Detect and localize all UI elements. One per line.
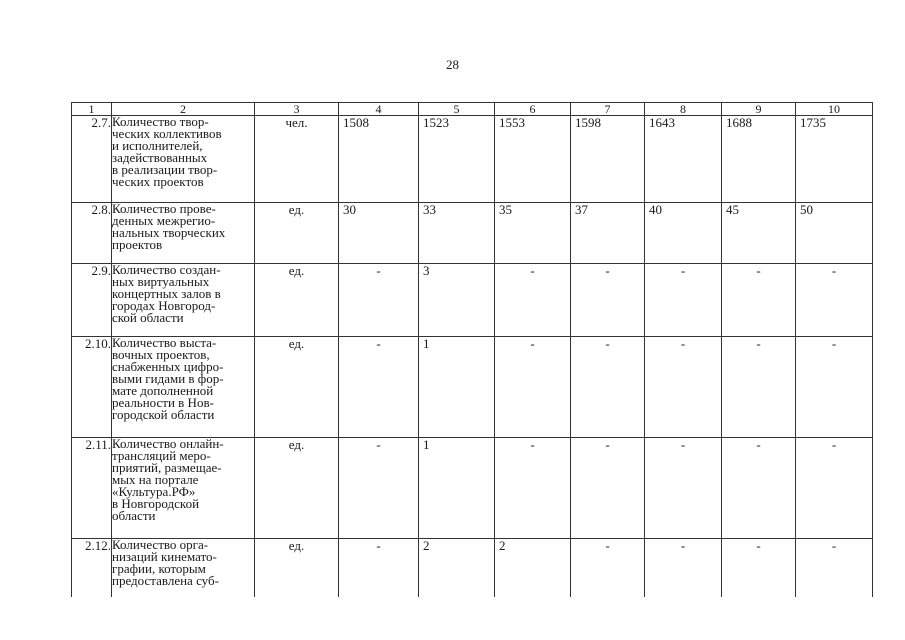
unit-cell: ед. — [255, 264, 339, 337]
value-cell: - — [495, 264, 571, 337]
value-cell: - — [339, 264, 419, 337]
value-cell: - — [339, 438, 419, 539]
unit-cell: ед. — [255, 438, 339, 539]
value-cell: - — [796, 337, 873, 438]
value-cell: - — [722, 438, 796, 539]
row-number: 2.10. — [72, 337, 112, 438]
column-header: 6 — [495, 103, 571, 116]
column-header: 2 — [112, 103, 255, 116]
column-header: 5 — [419, 103, 495, 116]
value-cell: - — [571, 539, 645, 609]
row-number: 2.11. — [72, 438, 112, 539]
value-cell: 2 — [495, 539, 571, 609]
value-cell: 35 — [495, 203, 571, 264]
table-row — [72, 438, 873, 539]
table-row — [72, 337, 873, 438]
value-cell: - — [722, 539, 796, 609]
value-cell: 1643 — [645, 116, 722, 203]
value-cell: - — [796, 539, 873, 609]
row-number: 2.12. — [72, 539, 112, 609]
value-cell: 1523 — [419, 116, 495, 203]
value-cell: - — [645, 539, 722, 609]
indicator-name: Количество прове- денных межрегио- нальных творческих проектов — [112, 203, 255, 264]
column-header: 1 — [72, 103, 112, 116]
value-cell: - — [645, 337, 722, 438]
value-cell: - — [495, 438, 571, 539]
value-cell: 30 — [339, 203, 419, 264]
value-cell: - — [796, 264, 873, 337]
value-cell: 40 — [645, 203, 722, 264]
value-cell: - — [645, 438, 722, 539]
value-cell: - — [339, 539, 419, 609]
value-cell: 37 — [571, 203, 645, 264]
indicator-name: Количество твор- ческих коллективов и исполнителей, задействованных в реализации твор- ческих проектов — [112, 116, 255, 203]
value-cell: - — [796, 438, 873, 539]
value-cell: 1 — [419, 438, 495, 539]
table-row — [72, 116, 873, 203]
value-cell: 45 — [722, 203, 796, 264]
value-cell: - — [571, 264, 645, 337]
unit-cell: ед. — [255, 337, 339, 438]
value-cell: 1688 — [722, 116, 796, 203]
indicator-name: Количество орга- низаций кинемато- графии, которым предоставлена суб- — [112, 539, 255, 609]
value-cell: 1735 — [796, 116, 873, 203]
value-cell: - — [339, 337, 419, 438]
indicator-name: Количество создан- ных виртуальных концертных залов в городах Новгород- ской области — [112, 264, 255, 337]
value-cell: - — [645, 264, 722, 337]
value-cell: - — [722, 264, 796, 337]
value-cell: 1 — [419, 337, 495, 438]
page-number: 28 — [446, 57, 459, 72]
value-cell: - — [495, 337, 571, 438]
table-row — [72, 203, 873, 264]
value-cell: 50 — [796, 203, 873, 264]
value-cell: 2 — [419, 539, 495, 609]
column-header: 7 — [571, 103, 645, 116]
column-header: 4 — [339, 103, 419, 116]
unit-cell: ед. — [255, 539, 339, 609]
value-cell: - — [722, 337, 796, 438]
column-header: 8 — [645, 103, 722, 116]
indicator-table — [71, 102, 873, 609]
value-cell: 3 — [419, 264, 495, 337]
row-number: 2.7. — [72, 116, 112, 203]
unit-cell: чел. — [255, 116, 339, 203]
page-bottom-margin — [71, 597, 873, 640]
value-cell: 1508 — [339, 116, 419, 203]
value-cell: 1553 — [495, 116, 571, 203]
column-header: 3 — [255, 103, 339, 116]
column-header: 10 — [796, 103, 873, 116]
table-row — [72, 264, 873, 337]
value-cell: 33 — [419, 203, 495, 264]
value-cell: 1598 — [571, 116, 645, 203]
indicator-name: Количество выста- вочных проектов, снабженных цифро- выми гидами в фор- мате дополненной реальности в Нов- городской области — [112, 337, 255, 438]
row-number: 2.9. — [72, 264, 112, 337]
row-number: 2.8. — [72, 203, 112, 264]
unit-cell: ед. — [255, 203, 339, 264]
column-header: 9 — [722, 103, 796, 116]
indicator-name: Количество онлайн- трансляций меро- приятий, размещае- мых на портале «Культура.РФ» в Новгородской области — [112, 438, 255, 539]
value-cell: - — [571, 337, 645, 438]
value-cell: - — [571, 438, 645, 539]
